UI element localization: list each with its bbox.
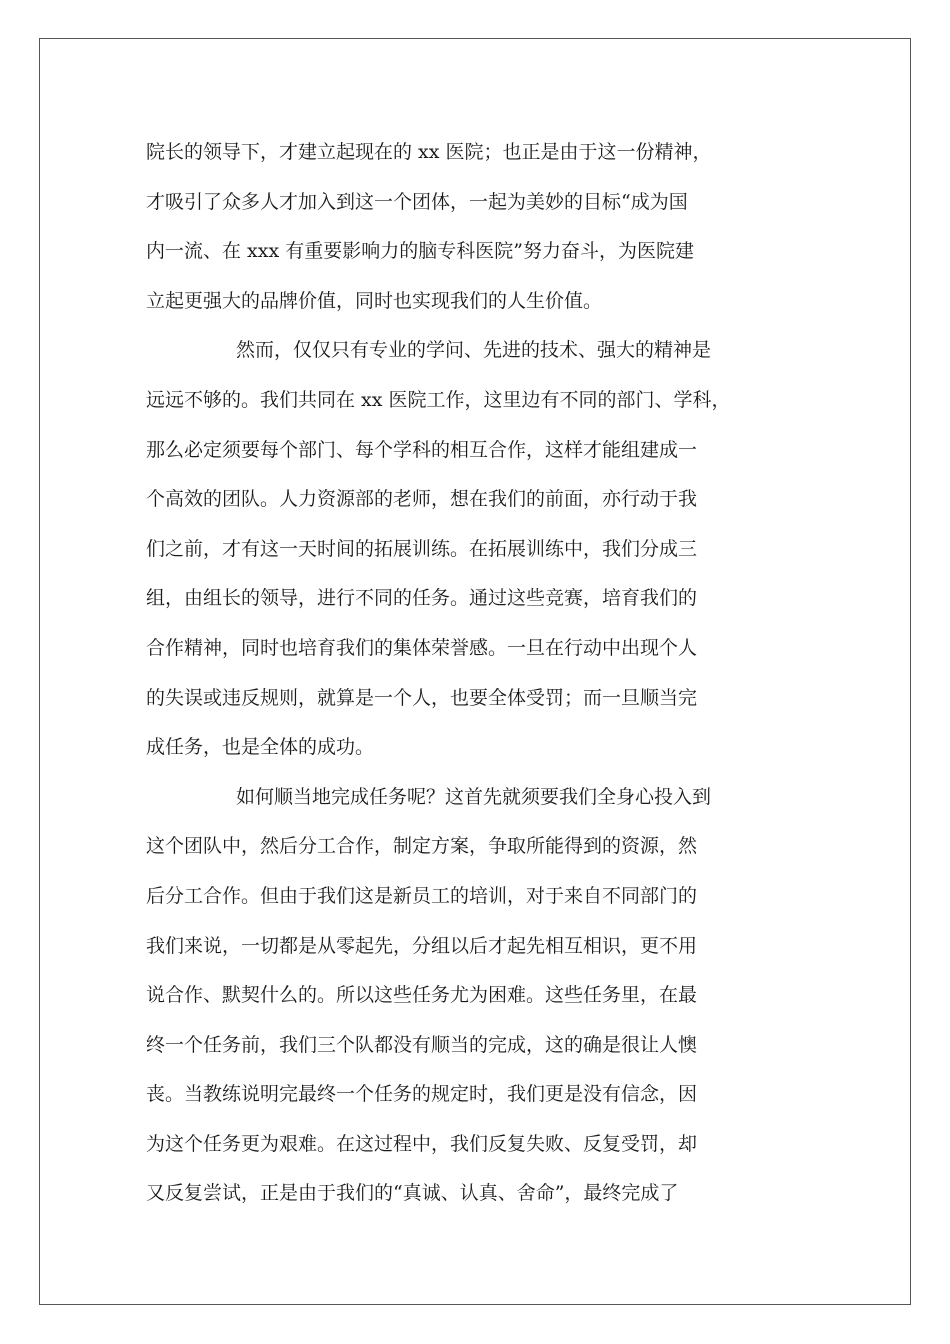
text-line: 终一个任务前，我们三个队都没有顺当的完成，这的确是很让人懊 bbox=[146, 1033, 698, 1056]
text-line: 我们来说，一切都是从零起先，分组以后才起先相互相识，更不用 bbox=[146, 934, 698, 957]
text-line: 为这个任务更为艰难。在这过程中，我们反复失败、反复受罚，却 bbox=[146, 1132, 698, 1155]
paragraph-first-line: 然而，仅仅只有专业的学问、先进的技术、强大的精神是 bbox=[236, 339, 712, 362]
text-line: 的失误或违反规则，就算是一个人，也要全体受罚；而一旦顺当完 bbox=[146, 686, 698, 709]
text-line: 们之前，才有这一天时间的拓展训练。在拓展训练中，我们分成三 bbox=[146, 537, 698, 560]
document-body bbox=[146, 128, 806, 1219]
text-line: 又反复尝试，正是由于我们的“真诚、认真、舍命”，最终完成了 bbox=[146, 1182, 679, 1205]
text-line: 立起更强大的品牌价值，同时也实现我们的人生价值。 bbox=[146, 289, 603, 312]
text-line: 成任务，也是全体的成功。 bbox=[146, 736, 375, 759]
paragraph-first-line: 如何顺当地完成任务呢？这首先就须要我们全身心投入到 bbox=[236, 785, 712, 808]
text-line: 那么必定须要每个部门、每个学科的相互合作，这样才能组建成一 bbox=[146, 438, 698, 461]
text-line: 组，由组长的领导，进行不同的任务。通过这些竞赛，培育我们的 bbox=[146, 587, 698, 610]
text-line: 个高效的团队。人力资源部的老师，想在我们的前面，亦行动于我 bbox=[146, 488, 698, 511]
text-line: 内一流、在 xxx 有重要影响力的脑专科医院”努力奋斗，为医院建 bbox=[146, 240, 694, 263]
text-line: 才吸引了众多人才加入到这一个团体，一起为美妙的目标“成为国 bbox=[146, 190, 688, 213]
text-line: 这个团队中，然后分工合作，制定方案，争取所能得到的资源，然 bbox=[146, 835, 698, 858]
text-line: 院长的领导下，才建立起现在的 xx 医院；也正是由于这一份精神， bbox=[146, 141, 712, 163]
text-line: 远远不够的。我们共同在 xx 医院工作，这里边有不同的部门、学科， bbox=[146, 388, 731, 411]
text-line: 说合作、默契什么的。所以这些任务尤为困难。这些任务里，在最 bbox=[146, 984, 698, 1007]
text-line: 丧。当教练说明完最终一个任务的规定时，我们更是没有信念，因 bbox=[146, 1083, 698, 1106]
text-line: 后分工合作。但由于我们这是新员工的培训，对于来自不同部门的 bbox=[146, 884, 698, 907]
text-line: 合作精神，同时也培育我们的集体荣誉感。一旦在行动中出现个人 bbox=[146, 636, 698, 659]
